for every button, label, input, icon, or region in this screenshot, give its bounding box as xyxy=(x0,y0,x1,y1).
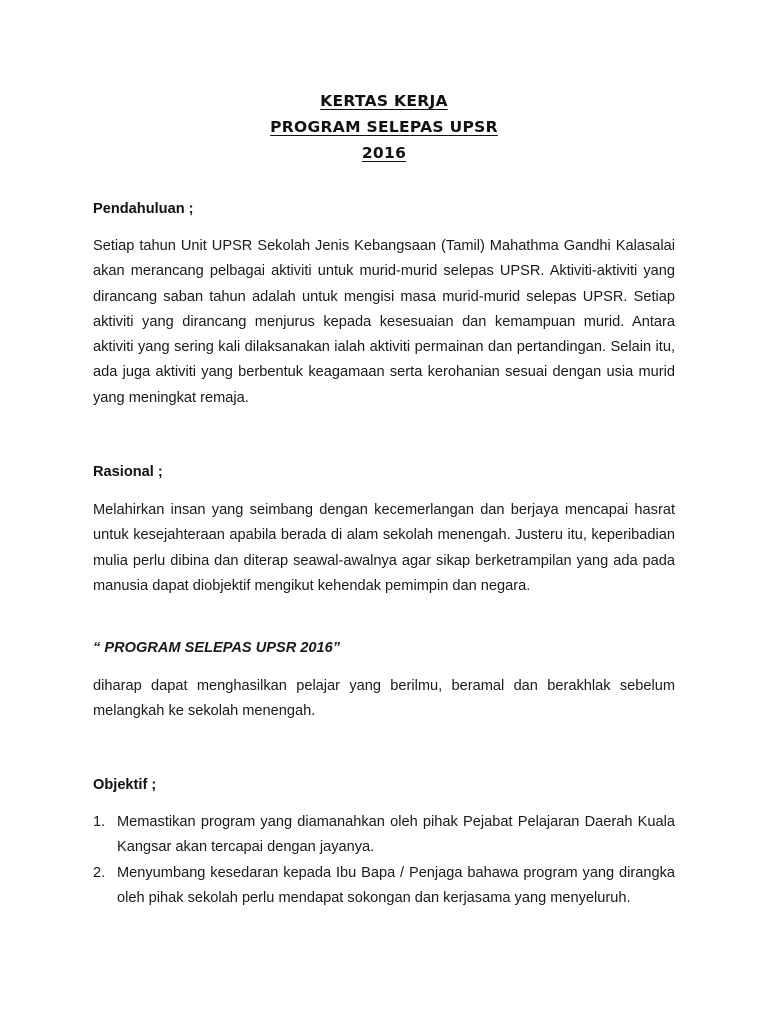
title-line-3: 2016 xyxy=(361,144,407,162)
document-title xyxy=(0,88,768,166)
list-item-number: 1. xyxy=(93,814,106,830)
paragraph-after-quote: diharap dapat menghasilkan pelajar yang berilmu, beramal dan berakhlak sebelum melangkah ke sekolah menengah. xyxy=(93,678,675,720)
list-item-number: 2. xyxy=(93,864,106,881)
title-line-1: KERTAS KERJA xyxy=(320,92,448,110)
heading-pendahuluan: Pendahuluan ; xyxy=(93,201,194,217)
objektif-list xyxy=(93,810,675,911)
heading-rasional: Rasional ; xyxy=(93,464,163,480)
list-item-text: Menyumbang kesedaran kepada Ibu Bapa / Penjaga bahawa program yang dirangka oleh pihak sekolah perlu mendapat sokongan dan kerjasama yang menyeluruh. xyxy=(117,864,675,906)
program-quote: “ PROGRAM SELEPAS UPSR 2016” xyxy=(93,640,341,656)
paragraph-rasional: Melahirkan insan yang seimbang dengan kecemerlangan dan berjaya mencapai hasrat untuk kesejahteraan apabila berada di alam sekolah menengah. Justeru itu, keperibadian mulia perlu dibina dan diterap seawal-awalnya agar sikap berketrampilan yang ada pada manusia dapat diobjektif mengikut kehendak pemimpin dan negara. xyxy=(93,502,675,594)
list-item-text: Memastikan program yang diamanahkan oleh pihak Pejabat Pelajaran Daerah Kuala Kangsar akan tercapai dengan jayanya. xyxy=(117,814,675,856)
list-item xyxy=(93,861,675,912)
title-line-2: PROGRAM SELEPAS UPSR xyxy=(270,118,498,136)
paragraph-pendahuluan: Setiap tahun Unit UPSR Sekolah Jenis Kebangsaan (Tamil) Mahathma Gandhi Kalasalai akan merancang pelbagai aktiviti untuk murid-murid selepas UPSR. Aktiviti-aktiviti yang dirancang saban tahun adalah untuk mengisi masa murid-murid selepas UPSR. Setiap aktiviti yang dirancang menjurus kepada kesesuaian dan kemampuan murid. Antara aktiviti yang sering kali dilaksanakan ialah aktiviti permainan dan pertandingan. Selain itu, ada juga aktiviti yang berbentuk keagamaan serta kerohanian sesuai dengan usia murid yang meningkat remaja. xyxy=(93,238,675,406)
heading-objektif: Objektif ; xyxy=(93,777,157,793)
list-item xyxy=(93,810,675,861)
